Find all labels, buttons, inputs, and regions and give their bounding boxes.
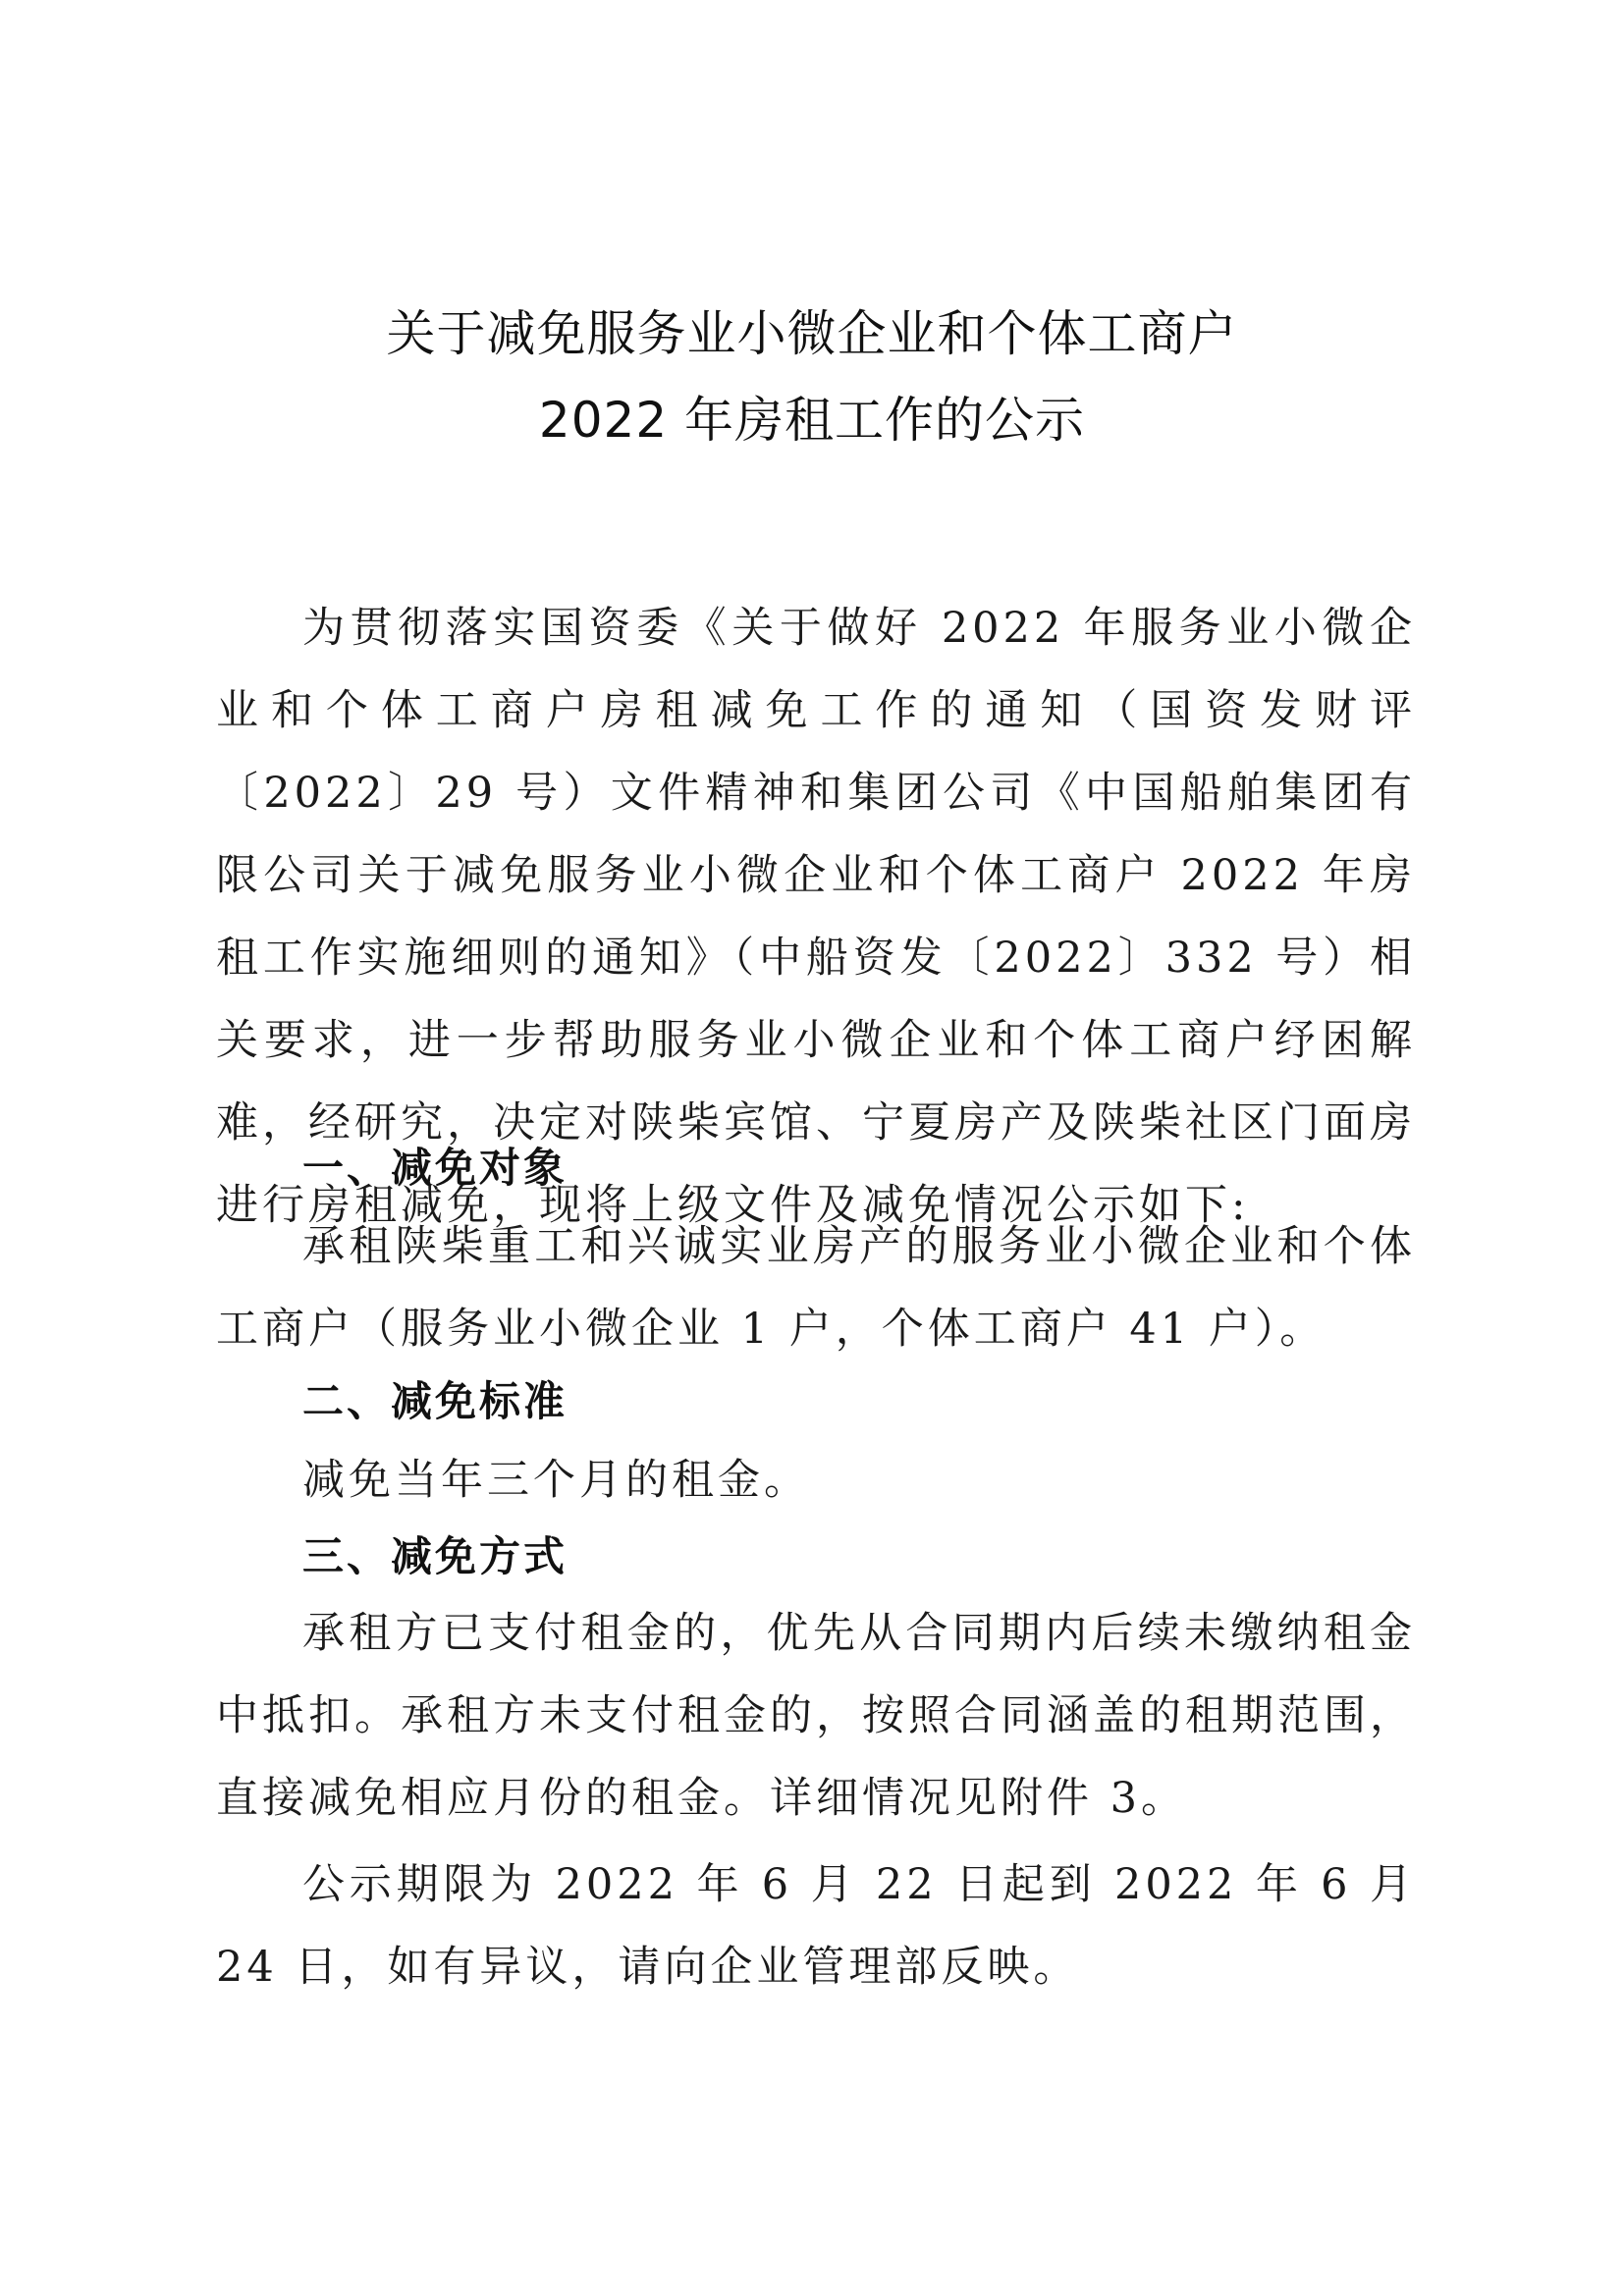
section-text-method: 承租方已支付租金的，优先从合同期内后续未缴纳租金中抵扣。承租方未支付租金的，按照合同涵盖的租期范围，直接减免相应月份的租金。详细情况见附件 3。: [216, 1609, 1416, 1823]
intro-paragraph: 为贯彻落实国资委《关于做好 2022 年服务业小微企业和个体工商户房租减免工作的通知（国资发财评〔2022〕29 号）文件精神和集团公司《中国船舶集团有限公司关于减免服务业小微企业和个体工商户 2022 年房租工作实施细则的通知》（中船资发〔2022〕332 号）相关要求，进一步帮助服务业小微企业和个体工商户纾困解难，经研究，决定对陕柴宾馆、宁夏房产及陕柴社区门面房进行房租减免，现将上级文件及减免情况公示如下:: [216, 604, 1416, 1230]
publicity-period-paragraph: 公示期限为 2022 年 6 月 22 日起到 2022 年 6 月 24 日，如有异议，请向企业管理部反映。: [216, 1860, 1416, 1992]
section-heading-recipients: 一、减免对象: [302, 1144, 568, 1192]
document-title-line-2: 2022 年房租工作的公示: [538, 392, 1086, 449]
section-heading-standard: 二、减免标准: [302, 1377, 568, 1425]
section-heading-method: 三、减免方式: [302, 1532, 568, 1580]
section-text-standard: 减免当年三个月的租金。: [302, 1456, 810, 1505]
document-title-line-1: 关于减免服务业小微企业和个体工商户: [386, 305, 1238, 362]
section-text-recipients: 承租陕柴重工和兴诚实业房产的服务业小微企业和个体工商户（服务业小微企业 1 户，个体工商户 41 户）。: [216, 1222, 1416, 1354]
